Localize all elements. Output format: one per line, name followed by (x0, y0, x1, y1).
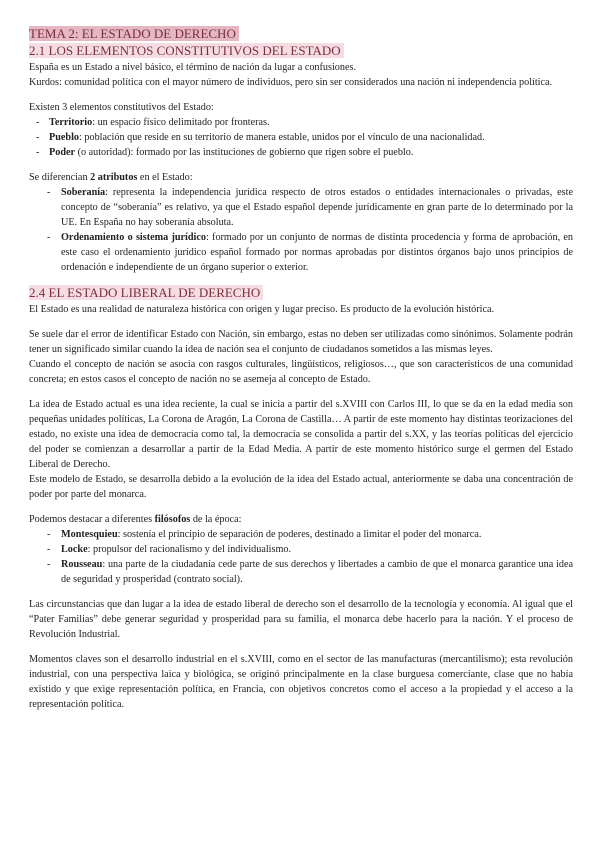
paragraph: Se suele dar el error de identificar Estado con Nación, sin embargo, estas no deben ser utilizadas como sinónimos. Solamente podrán tener un significado similar cuando la idea de nación sea el conjunto de ciudadanos sometidos a las mismas leyes. (29, 329, 573, 355)
paragraph: España es un Estado a nivel básico, el término de nación da lugar a confusiones. (29, 62, 357, 73)
list-item: - Montesquieu: sostenía el principio de separación de poderes, destinado a limitar el poder del monarca. (47, 529, 482, 540)
paragraph: Kurdos: comunidad política con el mayor número de individuos, pero sin ser considerados una nación ni independencia política. (29, 77, 553, 88)
elements-list (29, 115, 573, 160)
list-item: - Rousseau: una parte de la ciudadanía cede parte de sus derechos y libertades a cambio de que el monarca garantice una idea de seguridad y prosperidad (contrato social). (47, 559, 573, 585)
list-item: - Locke: propulsor del racionalismo y del individualismo. (47, 544, 292, 555)
list-item: - Pueblo: población que reside en su territorio de manera estable, unidos por el vínculo de una nacionalidad. (36, 132, 485, 143)
philosophers-intro: Podemos destacar a diferentes filósofos de la época: (29, 514, 242, 525)
section-heading-liberal: 2.4 EL ESTADO LIBERAL DE DERECHO (29, 285, 263, 300)
attributes-list (29, 185, 573, 275)
paragraph: Momentos claves son el desarrollo industrial en el s.XVIII, como en el sector de las manufacturas (mercantilismo); esta revolución industrial, con una perspectiva laica y biológica, se originó principalmente en la clase burguesa comerciante, clase que no había existido y que exige representación política, en Francia, con objetivos concretos como el acceso a la propiedad y el acceso a la representación política. (29, 654, 573, 710)
list-item: - Poder (o autoridad): formado por las instituciones de gobierno que rigen sobre el pueblo. (36, 147, 414, 158)
paragraph: Las circunstancias que dan lugar a la idea de estado liberal de derecho son el desarrollo de la tecnología y economía. Al igual que el “Pater Familias” debe generar seguridad y prosperidad para su familia, el monarca debe hacerlo para la nación. Y el proceso de Revolución Industrial. (29, 599, 573, 640)
paragraph: Cuando el concepto de nación se asocia con rasgos culturales, lingüísticos, religiosos…, que son característicos de una comunidad concreta; en estos casos el concepto de nación no se asemeja al concepto de Estado. (29, 359, 573, 385)
attributes-intro: Se diferencian 2 atributos en el Estado: (29, 172, 193, 183)
paragraph: Este modelo de Estado, se desarrolla debido a la evolución de la idea del Estado actual, anteriormente se daba una concentración de poder por parte del monarca. (29, 474, 573, 500)
list-item: - Soberanía: representa la independencia jurídica respecto de otros estados o entidades internacionales o privadas, este concepto de “soberanía” es relativo, ya que el Estado español depende jurídicamente en gran parte de lo determinado por la UE. En España no hay soberanía absoluta. (47, 187, 573, 228)
paragraph: El Estado es una realidad de naturaleza histórica con origen y lugar preciso. Es producto de la evolución histórica. (29, 304, 495, 315)
document-page (29, 26, 573, 712)
elements-intro: Existen 3 elementos constitutivos del Estado: (29, 102, 214, 113)
document-title: TEMA 2: EL ESTADO DE DERECHO (29, 26, 239, 41)
list-item: - Ordenamiento o sistema jurídico: formado por un conjunto de normas de distinta procedencia y forma de aprobación, en este caso el ordenamiento jurídico español formado por normas aprobadas por distintos órganos bajo unos principios de ordenación e independiente de un órgano superior o exterior. (47, 232, 573, 273)
list-item: - Territorio: un espacio físico delimitado por fronteras. (36, 117, 270, 128)
section-heading-elements: 2.1 LOS ELEMENTOS CONSTITUTIVOS DEL ESTADO (29, 43, 344, 58)
philosophers-list (29, 527, 573, 587)
paragraph: La idea de Estado actual es una idea reciente, la cual se inicia a partir del s.XVIII con Carlos III, lo que se da en la edad media son pequeñas unidades políticas, La Corona de Aragón, La Corona de Castilla… A partir de este momento hay distintas teorizaciones del estado, no existe una idea de democracia como tal, la democracia se consolida a partir del s.XX, y las teorías políticas del ejercicio del poder se comienzan a desarrollar a partir de la Edad Media. A partir de este momento histórico surge el germen del Estado Liberal de Derecho. (29, 399, 573, 470)
